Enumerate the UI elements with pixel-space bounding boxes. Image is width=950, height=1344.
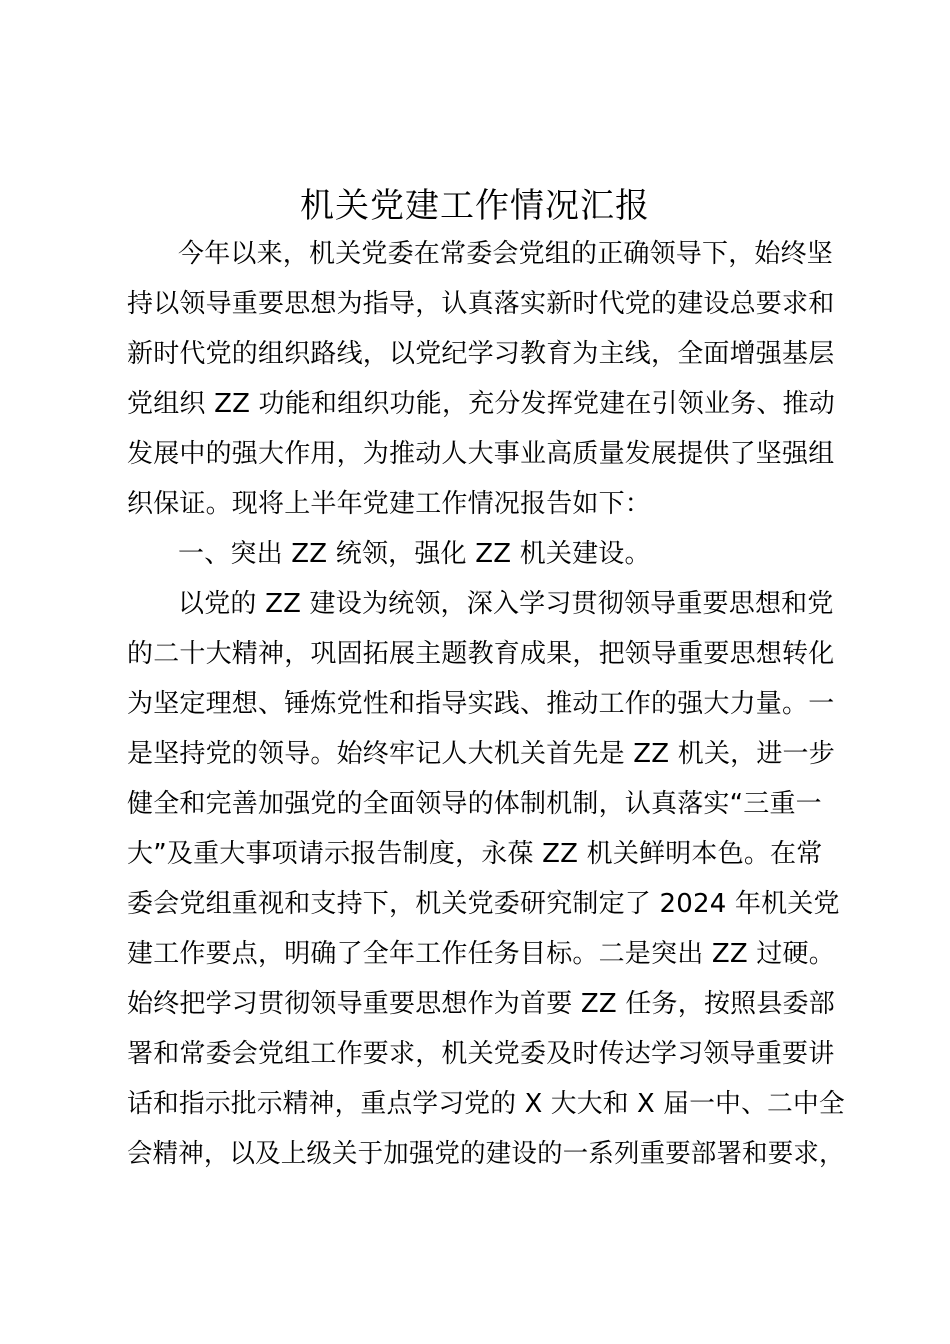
paragraph-line: 党组织 ZZ 功能和组织功能，充分发挥党建在引领业务、推动 bbox=[127, 389, 835, 419]
paragraph-line: 发展中的强大作用，为推动人大事业高质量发展提供了坚强组 bbox=[127, 439, 835, 469]
paragraph-line: 为坚定理想、锤炼党性和指导实践、推动工作的强大力量。一 bbox=[127, 689, 835, 719]
paragraph-line: 今年以来，机关党委在常委会党组的正确领导下，始终坚 bbox=[178, 239, 834, 269]
paragraph-line: 织保证。现将上半年党建工作情况报告如下： bbox=[127, 489, 652, 519]
paragraph-line: 话和指示批示精神，重点学习党的 X 大大和 X 届一中、二中全 bbox=[127, 1089, 845, 1119]
section-heading: 一、突出 ZZ 统领，强化 ZZ 机关建设。 bbox=[178, 539, 651, 569]
document-title: 机关党建工作情况汇报 bbox=[300, 186, 650, 226]
paragraph-line: 的二十大精神，巩固拓展主题教育成果，把领导重要思想转化 bbox=[127, 639, 835, 669]
paragraph-line: 是坚持党的领导。始终牢记人大机关首先是 ZZ 机关，进一步 bbox=[127, 739, 835, 769]
paragraph-line: 新时代党的组织路线，以党纪学习教育为主线，全面增强基层 bbox=[127, 339, 835, 369]
paragraph-line: 会精神，以及上级关于加强党的建设的一系列重要部署和要求， bbox=[127, 1139, 845, 1169]
paragraph-line: 建工作要点，明确了全年工作任务目标。二是突出 ZZ 过硬。 bbox=[127, 939, 835, 969]
paragraph-line: 大”及重大事项请示报告制度，永葆 ZZ 机关鲜明本色。在常 bbox=[127, 839, 823, 869]
paragraph-line: 署和常委会党组工作要求，机关党委及时传达学习领导重要讲 bbox=[127, 1039, 835, 1069]
paragraph-line: 委会党组重视和支持下，机关党委研究制定了 2024 年机关党 bbox=[127, 889, 840, 919]
paragraph-line: 以党的 ZZ 建设为统领，深入学习贯彻领导重要思想和党 bbox=[178, 589, 834, 619]
paragraph-line: 始终把学习贯彻领导重要思想作为首要 ZZ 任务，按照县委部 bbox=[127, 989, 835, 1019]
paragraph-line: 健全和完善加强党的全面领导的体制机制，认真落实“三重一 bbox=[127, 789, 822, 819]
paragraph-line: 持以领导重要思想为指导，认真落实新时代党的建设总要求和 bbox=[127, 289, 835, 319]
